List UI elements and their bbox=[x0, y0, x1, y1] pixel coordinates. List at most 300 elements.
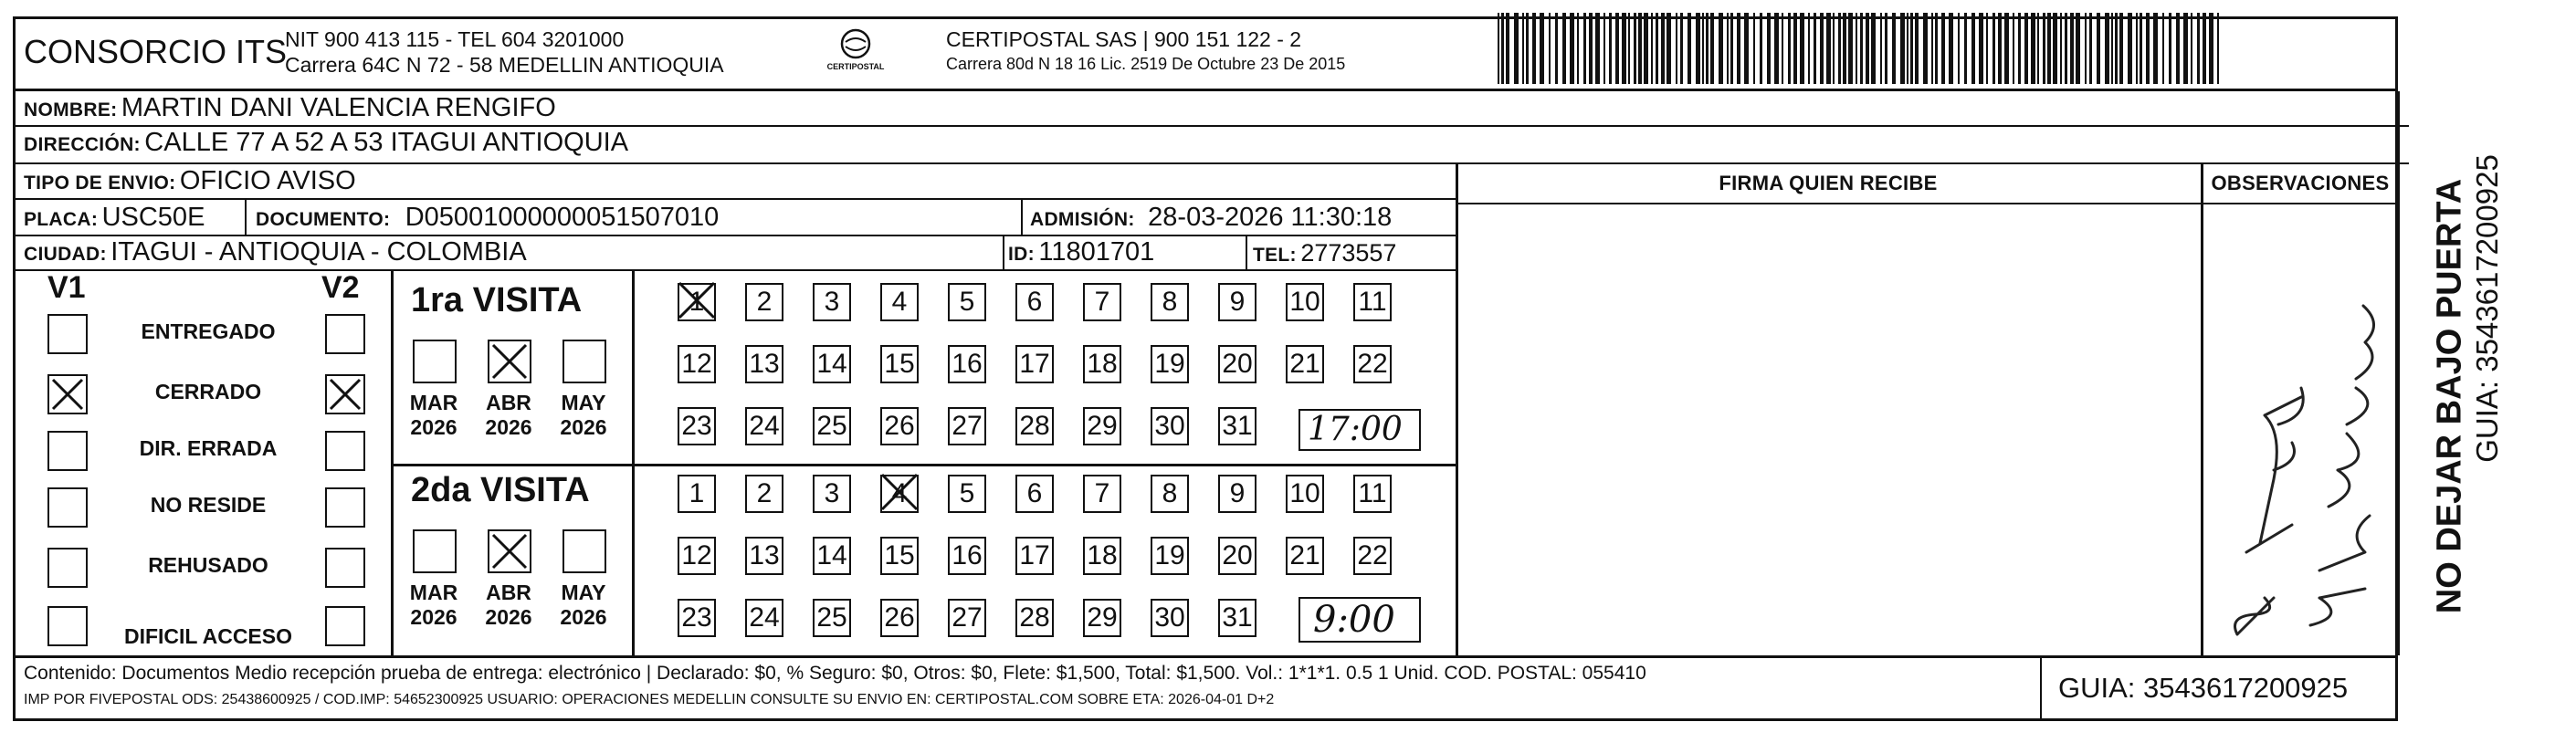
barcode-bar bbox=[2203, 13, 2206, 84]
placa-field bbox=[24, 203, 205, 233]
day-number: 28 bbox=[1019, 411, 1050, 441]
day-number: 5 bbox=[959, 478, 975, 508]
status-label: DIFICIL ACCESO bbox=[123, 624, 292, 648]
day-number: 10 bbox=[1289, 478, 1320, 508]
barcode-bar bbox=[1848, 13, 1853, 84]
day-number: 12 bbox=[681, 540, 712, 570]
visit2-time-box[interactable] bbox=[1299, 597, 1421, 643]
documento-label: DOCUMENTO: bbox=[256, 209, 391, 230]
tipo-label: TIPO DE ENVIO: bbox=[24, 173, 176, 194]
day-number: 23 bbox=[681, 411, 712, 441]
v1-checkbox[interactable] bbox=[47, 431, 88, 471]
day-number: 27 bbox=[952, 602, 983, 633]
barcode-bar bbox=[1843, 13, 1846, 84]
day-box[interactable] bbox=[948, 283, 986, 321]
status-label: REHUSADO bbox=[148, 553, 268, 577]
day-number: 19 bbox=[1154, 540, 1185, 570]
month-checkbox[interactable] bbox=[563, 529, 606, 573]
barcode-bar bbox=[1603, 13, 1605, 84]
day-number: 18 bbox=[1087, 540, 1118, 570]
v1-checkbox[interactable] bbox=[47, 606, 88, 646]
certipostal-logo bbox=[805, 26, 906, 78]
day-number: 12 bbox=[681, 349, 712, 379]
barcode-bar bbox=[1760, 13, 1762, 84]
barcode-bar bbox=[1931, 13, 1933, 84]
barcode-bar bbox=[1514, 13, 1519, 84]
barcode-bar bbox=[2183, 13, 2188, 84]
barcode-bar bbox=[1710, 13, 1714, 84]
day-box[interactable] bbox=[1015, 283, 1054, 321]
barcode-bar bbox=[2153, 13, 2158, 84]
day-box[interactable] bbox=[813, 407, 851, 445]
barcode-bar bbox=[1838, 13, 1841, 84]
day-number: 25 bbox=[816, 411, 847, 441]
ciudad-label: CIUDAD: bbox=[24, 244, 107, 265]
v1-checkbox[interactable] bbox=[47, 548, 88, 588]
barcode-bar bbox=[2070, 13, 2074, 84]
logo-text: CERTIPOSTAL bbox=[826, 62, 885, 71]
direccion-label: DIRECCIÓN: bbox=[24, 134, 141, 155]
placa-label: PLACA: bbox=[24, 209, 99, 230]
barcode-bar bbox=[2047, 13, 2051, 84]
day-box[interactable] bbox=[1083, 537, 1121, 575]
day-box[interactable] bbox=[1151, 599, 1189, 637]
month-year: 2026 bbox=[560, 605, 607, 629]
barcode-bar bbox=[1622, 13, 1626, 84]
month-name: MAY bbox=[561, 391, 606, 414]
day-number: 22 bbox=[1357, 540, 1388, 570]
barcode-bar bbox=[2024, 13, 2028, 84]
barcode-bar bbox=[1540, 13, 1544, 84]
barcode-bar bbox=[1506, 13, 1509, 84]
v2-checkbox[interactable] bbox=[325, 487, 365, 528]
day-number: 9 bbox=[1229, 287, 1246, 317]
day-number: 17 bbox=[1019, 349, 1050, 379]
footer-guia: GUIA: 3543617200925 bbox=[2058, 672, 2349, 704]
ciudad-field bbox=[24, 237, 527, 267]
day-box[interactable] bbox=[1015, 407, 1054, 445]
barcode-bar bbox=[1615, 13, 1619, 84]
barcode-bar bbox=[1719, 13, 1723, 84]
barcode-bar bbox=[1577, 13, 1579, 84]
day-number: 8 bbox=[1162, 287, 1178, 317]
tel-label: TEL: bbox=[1253, 245, 1297, 266]
barcode-bar bbox=[1964, 13, 1967, 84]
day-number: 20 bbox=[1222, 540, 1253, 570]
month-label bbox=[477, 391, 541, 440]
day-box[interactable] bbox=[678, 345, 716, 383]
day-box[interactable] bbox=[678, 599, 716, 637]
day-box[interactable] bbox=[813, 283, 851, 321]
barcode-bar bbox=[1501, 13, 1504, 84]
barcode-bar bbox=[1860, 13, 1863, 84]
footer-contenido: Contenido: Documentos Medio recepción prueba de entrega: electrónico | Declarado: $0, % Seguro: $0, Otros: $0, Flete: $1,500, Total: $1,500. Vol.: 1*1*1. 0.5 1 Unid. COD. POSTAL: 055410 bbox=[24, 663, 1646, 684]
id-label: ID: bbox=[1008, 244, 1035, 265]
day-box[interactable] bbox=[1353, 283, 1392, 321]
day-number: 8 bbox=[1162, 478, 1178, 508]
barcode-bar bbox=[2146, 13, 2150, 84]
status-label: DIR. ERRADA bbox=[139, 436, 278, 460]
tipo-field bbox=[24, 166, 356, 196]
barcode-bar bbox=[1979, 13, 1983, 84]
barcode-bar bbox=[1583, 13, 1586, 84]
barcode-bar bbox=[1498, 13, 1499, 84]
visit1-title: 1ra VISITA bbox=[411, 281, 583, 319]
barcode-bar bbox=[1871, 13, 1876, 84]
status-label: CERRADO bbox=[154, 380, 262, 403]
barcode-bar bbox=[1808, 13, 1810, 84]
barcode-bar bbox=[1788, 13, 1791, 84]
documento-field bbox=[256, 203, 719, 233]
visit1-time-box[interactable] bbox=[1299, 409, 1421, 451]
month-label bbox=[402, 391, 466, 440]
day-box[interactable] bbox=[948, 475, 986, 513]
direccion-value: CALLE 77 A 52 A 53 ITAGUI ANTIOQUIA bbox=[144, 128, 629, 157]
day-box[interactable] bbox=[1353, 475, 1392, 513]
day-box[interactable] bbox=[1218, 283, 1256, 321]
day-number: 16 bbox=[952, 349, 983, 379]
barcode-bar bbox=[2115, 13, 2118, 84]
day-box[interactable] bbox=[880, 345, 919, 383]
barcode-bar bbox=[1744, 13, 1749, 84]
barcode-bar bbox=[1866, 13, 1869, 84]
barcode-bar bbox=[1820, 13, 1824, 84]
day-number: 3 bbox=[824, 287, 840, 317]
day-number: 28 bbox=[1019, 602, 1050, 633]
barcode-bar bbox=[2076, 13, 2080, 84]
barcode-bar bbox=[1609, 13, 1612, 84]
month-year: 2026 bbox=[410, 415, 457, 439]
month-name: MAR bbox=[409, 391, 458, 414]
day-box[interactable] bbox=[1218, 537, 1256, 575]
day-box[interactable] bbox=[880, 283, 919, 321]
status-label: ENTREGADO bbox=[141, 319, 276, 343]
ciudad-value: ITAGUI - ANTIOQUIA - COLOMBIA bbox=[110, 237, 527, 267]
admision-field bbox=[1030, 203, 1392, 233]
barcode-bar bbox=[1800, 13, 1804, 84]
month-label bbox=[552, 391, 615, 440]
barcode-bar bbox=[1958, 13, 1960, 84]
barcode-bar bbox=[1661, 13, 1665, 84]
barcode-bar bbox=[1562, 13, 1566, 84]
barcode-bar bbox=[2037, 13, 2039, 84]
day-box[interactable] bbox=[1015, 537, 1054, 575]
day-box[interactable] bbox=[1218, 407, 1256, 445]
barcode-bar bbox=[2060, 13, 2062, 84]
barcode-bar bbox=[1814, 13, 1816, 84]
day-number: 25 bbox=[816, 602, 847, 633]
day-box[interactable] bbox=[948, 407, 986, 445]
day-box[interactable] bbox=[745, 407, 783, 445]
day-number: 15 bbox=[884, 349, 915, 379]
month-name: ABR bbox=[486, 391, 531, 414]
barcode-bar bbox=[2089, 13, 2092, 84]
month-check-mark bbox=[489, 531, 530, 571]
barcode-bar bbox=[1915, 13, 1919, 84]
day-box[interactable] bbox=[745, 475, 783, 513]
barcode-bar bbox=[1774, 13, 1779, 84]
day-box[interactable] bbox=[813, 537, 851, 575]
barcode-bar bbox=[2169, 13, 2171, 84]
barcode-bar bbox=[1570, 13, 1574, 84]
month-year: 2026 bbox=[485, 415, 532, 439]
barcode-bar bbox=[1971, 13, 1975, 84]
day-box[interactable] bbox=[1151, 475, 1189, 513]
day-box[interactable] bbox=[1083, 283, 1121, 321]
barcode-bar bbox=[1793, 13, 1797, 84]
day-number: 11 bbox=[1358, 478, 1387, 508]
month-checkbox[interactable] bbox=[413, 340, 457, 383]
nombre-value: MARTIN DANI VALENCIA RENGIFO bbox=[121, 93, 556, 122]
day-number: 13 bbox=[749, 349, 780, 379]
day-box[interactable] bbox=[1083, 475, 1121, 513]
barcode-bar bbox=[2119, 13, 2123, 84]
barcode-bar bbox=[2197, 13, 2200, 84]
tel-value: 2773557 bbox=[1300, 239, 1397, 267]
visit2-time: 9:00 bbox=[1313, 599, 1395, 641]
v1-label: V1 bbox=[47, 270, 86, 305]
barcode-bar bbox=[1992, 13, 1995, 84]
day-box[interactable] bbox=[1151, 407, 1189, 445]
barcode-bar bbox=[1727, 13, 1729, 84]
barcode-bar bbox=[1885, 13, 1887, 84]
day-box[interactable] bbox=[1083, 407, 1121, 445]
day-box[interactable] bbox=[1083, 345, 1121, 383]
day-number: 24 bbox=[749, 411, 780, 441]
side-warning: NO DEJAR BAJO PUERTA bbox=[2430, 178, 2469, 614]
day-number: 23 bbox=[681, 602, 712, 633]
month-name: MAR bbox=[409, 581, 458, 604]
firma-header: FIRMA QUIEN RECIBE bbox=[1719, 172, 1938, 194]
day-box[interactable] bbox=[1151, 345, 1189, 383]
tel-field bbox=[1253, 239, 1396, 267]
day-box[interactable] bbox=[678, 407, 716, 445]
day-box[interactable] bbox=[880, 599, 919, 637]
day-number: 30 bbox=[1154, 411, 1185, 441]
day-number: 14 bbox=[816, 349, 847, 379]
barcode-bar bbox=[1676, 13, 1677, 84]
day-box[interactable] bbox=[1286, 537, 1324, 575]
day-box[interactable] bbox=[1286, 475, 1324, 513]
barcode-bar bbox=[1526, 13, 1529, 84]
barcode-bar bbox=[1667, 13, 1671, 84]
day-box[interactable] bbox=[1015, 345, 1054, 383]
day-check-mark bbox=[878, 471, 920, 513]
barcode-bar bbox=[1880, 13, 1882, 84]
day-box[interactable] bbox=[678, 475, 716, 513]
id-field bbox=[1008, 237, 1154, 267]
barcode-bar bbox=[1767, 13, 1771, 84]
visit1-time: 17:00 bbox=[1308, 411, 1403, 448]
day-number: 1 bbox=[689, 287, 705, 317]
company-name: CONSORCIO ITS bbox=[24, 33, 288, 70]
day-box[interactable] bbox=[1083, 599, 1121, 637]
day-number: 26 bbox=[884, 411, 915, 441]
day-box[interactable] bbox=[1151, 283, 1189, 321]
day-number: 30 bbox=[1154, 602, 1185, 633]
day-box[interactable] bbox=[745, 599, 783, 637]
day-number: 6 bbox=[1026, 478, 1043, 508]
barcode-bar bbox=[2217, 13, 2219, 84]
day-box[interactable] bbox=[678, 537, 716, 575]
barcode bbox=[1498, 13, 2228, 84]
day-box[interactable] bbox=[1286, 283, 1324, 321]
barcode-bar bbox=[1856, 13, 1857, 84]
barcode-bar bbox=[1628, 13, 1630, 84]
side-guia: GUIA: 3543617200925 bbox=[2470, 154, 2504, 463]
barcode-bar bbox=[1941, 13, 1945, 84]
v1-check-mark bbox=[49, 376, 86, 413]
v1-checkbox[interactable] bbox=[47, 314, 88, 354]
day-box[interactable] bbox=[948, 345, 986, 383]
barcode-bar bbox=[1702, 13, 1704, 84]
month-label bbox=[552, 581, 615, 630]
v2-checkbox[interactable] bbox=[325, 548, 365, 588]
barcode-bar bbox=[1522, 13, 1524, 84]
day-box[interactable] bbox=[1353, 537, 1392, 575]
barcode-bar bbox=[2209, 13, 2213, 84]
documento-value: D05001000000051507010 bbox=[405, 203, 720, 232]
day-box[interactable] bbox=[1218, 345, 1256, 383]
barcode-bar bbox=[2191, 13, 2192, 84]
barcode-bar bbox=[2176, 13, 2180, 84]
barcode-bar bbox=[1892, 13, 1896, 84]
day-number: 20 bbox=[1222, 349, 1253, 379]
barcode-bar bbox=[1656, 13, 1658, 84]
month-year: 2026 bbox=[485, 605, 532, 629]
day-box[interactable] bbox=[948, 599, 986, 637]
barcode-bar bbox=[1706, 13, 1709, 84]
barcode-bar bbox=[2065, 13, 2067, 84]
barcode-bar bbox=[2053, 13, 2057, 84]
barcode-bar bbox=[1688, 13, 1691, 84]
barcode-bar bbox=[1730, 13, 1733, 84]
v2-checkbox[interactable] bbox=[325, 606, 365, 646]
day-number: 26 bbox=[884, 602, 915, 633]
day-number: 17 bbox=[1019, 540, 1050, 570]
day-number: 10 bbox=[1289, 287, 1320, 317]
certipostal-id: CERTIPOSTAL SAS | 900 151 122 - 2 bbox=[946, 27, 1302, 51]
barcode-bar bbox=[1638, 13, 1642, 84]
day-box[interactable] bbox=[1015, 475, 1054, 513]
day-number: 5 bbox=[959, 287, 975, 317]
barcode-bar bbox=[2136, 13, 2138, 84]
day-number: 4 bbox=[891, 287, 908, 317]
v2-checkbox[interactable] bbox=[325, 431, 365, 471]
admision-value: 28-03-2026 11:30:18 bbox=[1148, 203, 1393, 232]
v2-label: V2 bbox=[321, 270, 360, 305]
month-year: 2026 bbox=[560, 415, 607, 439]
admision-label: ADMISIÓN: bbox=[1030, 209, 1135, 230]
barcode-bar bbox=[2013, 13, 2014, 84]
observaciones-header: OBSERVACIONES bbox=[2211, 172, 2390, 194]
barcode-bar bbox=[1826, 13, 1831, 84]
day-box[interactable] bbox=[1218, 475, 1256, 513]
month-name: ABR bbox=[486, 581, 531, 604]
barcode-bar bbox=[1595, 13, 1600, 84]
month-check-mark bbox=[489, 341, 530, 382]
day-number: 7 bbox=[1094, 287, 1110, 317]
barcode-bar bbox=[1737, 13, 1740, 84]
day-number: 6 bbox=[1026, 287, 1043, 317]
visit2-title: 2da VISITA bbox=[411, 471, 590, 509]
barcode-bar bbox=[1986, 13, 1988, 84]
v1-checkbox[interactable] bbox=[47, 487, 88, 528]
day-number: 1 bbox=[689, 478, 705, 508]
month-year: 2026 bbox=[410, 605, 457, 629]
status-label: NO RESIDE bbox=[150, 493, 267, 517]
barcode-bar bbox=[1907, 13, 1908, 84]
day-box[interactable] bbox=[948, 537, 986, 575]
barcode-bar bbox=[1555, 13, 1558, 84]
observations-handwriting bbox=[2210, 251, 2392, 653]
barcode-bar bbox=[1949, 13, 1953, 84]
day-number: 11 bbox=[1358, 287, 1387, 317]
month-name: MAY bbox=[561, 581, 606, 604]
barcode-bar bbox=[1935, 13, 1938, 84]
barcode-bar bbox=[2097, 13, 2100, 84]
day-box[interactable] bbox=[1151, 537, 1189, 575]
day-number: 22 bbox=[1357, 349, 1388, 379]
day-number: 29 bbox=[1087, 411, 1118, 441]
day-box[interactable] bbox=[745, 537, 783, 575]
day-number: 13 bbox=[749, 540, 780, 570]
day-box[interactable] bbox=[1353, 345, 1392, 383]
barcode-bar bbox=[1549, 13, 1551, 84]
barcode-bar bbox=[1910, 13, 1913, 84]
day-box[interactable] bbox=[813, 599, 851, 637]
day-number: 3 bbox=[824, 478, 840, 508]
v2-checkbox[interactable] bbox=[325, 314, 365, 354]
day-number: 29 bbox=[1087, 602, 1118, 633]
day-number: 14 bbox=[816, 540, 847, 570]
barcode-bar bbox=[2111, 13, 2113, 84]
barcode-bar bbox=[1833, 13, 1835, 84]
day-check-mark bbox=[676, 279, 718, 321]
day-box[interactable] bbox=[880, 407, 919, 445]
barcode-bar bbox=[2043, 13, 2045, 84]
day-number: 21 bbox=[1289, 349, 1320, 379]
barcode-bar bbox=[1753, 13, 1755, 84]
day-box[interactable] bbox=[880, 537, 919, 575]
day-box[interactable] bbox=[813, 475, 851, 513]
day-box[interactable] bbox=[745, 345, 783, 383]
barcode-bar bbox=[2085, 13, 2087, 84]
barcode-bar bbox=[1651, 13, 1653, 84]
day-number: 15 bbox=[884, 540, 915, 570]
day-box[interactable] bbox=[813, 345, 851, 383]
month-checkbox[interactable] bbox=[413, 529, 457, 573]
day-box[interactable] bbox=[745, 283, 783, 321]
barcode-bar bbox=[2031, 13, 2035, 84]
day-box[interactable] bbox=[1015, 599, 1054, 637]
day-box[interactable] bbox=[1286, 345, 1324, 383]
v2-check-mark bbox=[327, 376, 363, 413]
month-checkbox[interactable] bbox=[563, 340, 606, 383]
barcode-bar bbox=[1532, 13, 1536, 84]
footer-imp: IMP POR FIVEPOSTAL ODS: 25438600925 / COD.IMP: 54652300925 USUARIO: OPERACIONES MEDELLIN CONSULTE SU ENVIO EN: CERTIPOSTAL.COM SOBRE ETA: 2026-04-01 D+2 bbox=[24, 692, 1275, 707]
day-number: 7 bbox=[1094, 478, 1110, 508]
day-box[interactable] bbox=[1218, 599, 1256, 637]
barcode-bar bbox=[2128, 13, 2132, 84]
day-number: 2 bbox=[756, 478, 773, 508]
barcode-bar bbox=[1680, 13, 1683, 84]
placa-value: USC50E bbox=[101, 203, 205, 232]
day-number: 31 bbox=[1222, 411, 1253, 441]
barcode-bar bbox=[2162, 13, 2164, 84]
barcode-bar bbox=[1900, 13, 1905, 84]
day-number: 4 bbox=[891, 478, 908, 508]
